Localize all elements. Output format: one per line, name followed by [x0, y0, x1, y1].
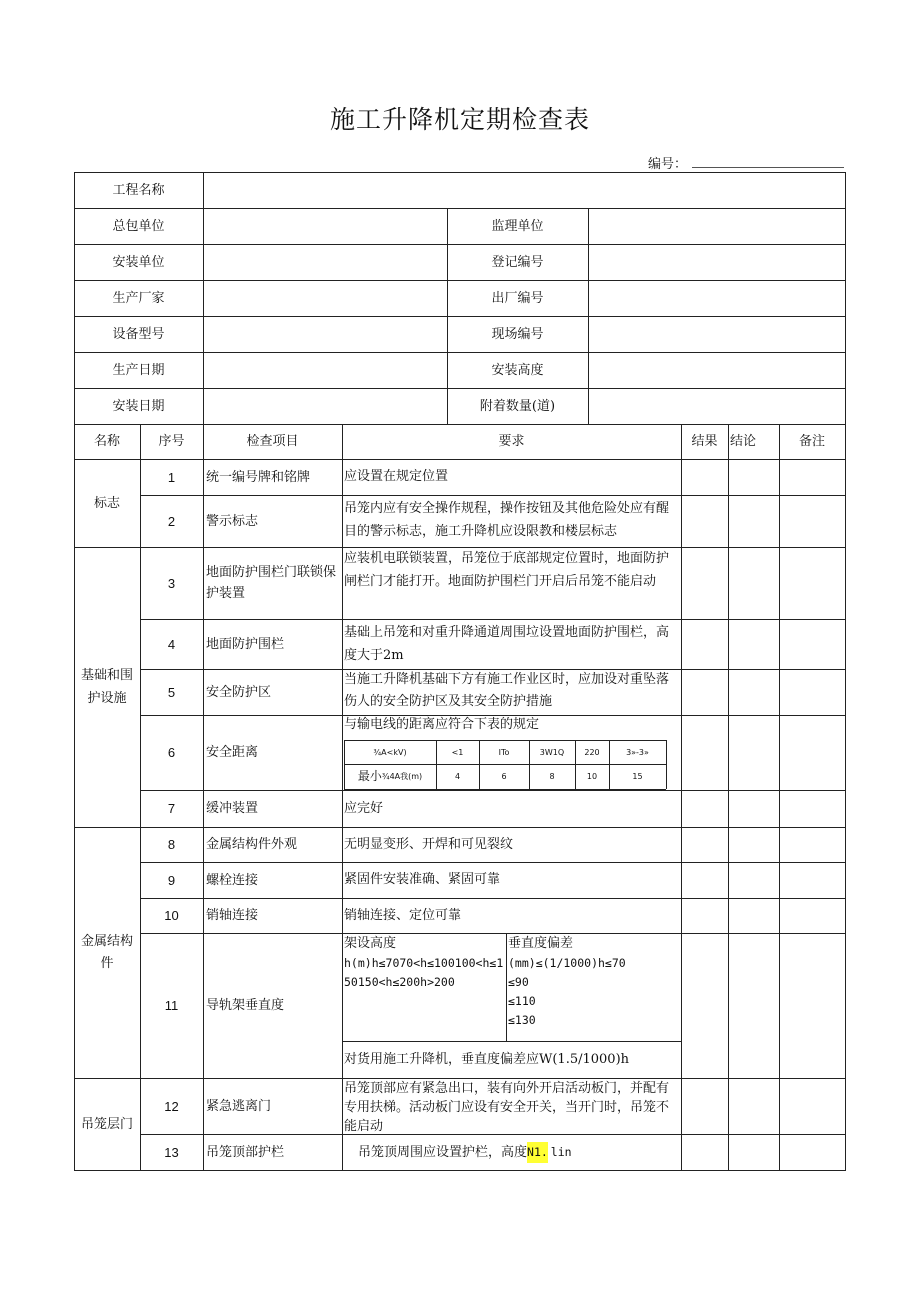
result-column[interactable] — [682, 460, 728, 1170]
info-label: 安装高度 — [491, 362, 544, 378]
verticality-deviation-title: 垂直度偏差 — [508, 936, 574, 951]
info-label: 监理单位 — [491, 218, 544, 234]
requirement-text: 销轴连接、定位可靠 — [344, 907, 462, 923]
check-item: 安全防护区 — [206, 684, 272, 700]
item-number: 5 — [167, 684, 176, 700]
requirement-text-row13 — [342, 1134, 681, 1170]
info-label: 生产日期 — [112, 362, 165, 378]
project-name-field[interactable] — [204, 173, 845, 208]
distance-value-cell: 4 — [454, 772, 461, 781]
verticality-deviation-line: ≤110 — [508, 994, 536, 1008]
project-name-label: 工程名称 — [112, 182, 165, 198]
requirement-text: 与输电线的距离应符合下表的规定 — [344, 717, 540, 732]
verticality-deviation-block — [508, 934, 680, 1040]
requirement-text: 应完好 — [344, 800, 384, 816]
check-item: 导轨架垂直度 — [206, 998, 285, 1013]
remark-column[interactable] — [780, 460, 845, 1170]
verticality-deviation-line: ≤90 — [508, 975, 529, 989]
distance-label-sub: ¾4A我(m) — [381, 772, 423, 781]
check-item: 地面防护围栏 — [206, 636, 285, 652]
check-item: 吊笼顶部护栏 — [206, 1144, 285, 1160]
category-cage: 吊笼层门 — [80, 1116, 133, 1132]
check-item: 螺栓连接 — [206, 872, 259, 888]
check-item: 警示标志 — [206, 513, 259, 529]
header-name: 名称 — [93, 434, 120, 449]
check-item: 地面防护围栏门联锁保护装置 — [206, 565, 337, 601]
item-number: 9 — [167, 872, 176, 888]
verticality-height-block — [344, 934, 504, 1040]
requirement-text: 吊笼顶部应有紧急出口，装有向外开启活动板门，并配有专用扶梯。活动板门应设有安全开关，当开门时，吊笼不能启动 — [344, 1081, 670, 1134]
requirement-text: 紧固件安装准确、紧固可靠 — [344, 872, 501, 887]
serial-number-label: 编号： — [648, 157, 688, 172]
distance-value-cell: 8 — [549, 772, 555, 781]
header-seq: 序号 — [158, 434, 185, 449]
verticality-deviation-line: ≤130 — [508, 1013, 536, 1027]
requirement-tail: lin — [550, 1144, 572, 1159]
item-number: 3 — [167, 575, 176, 591]
requirement-text: 应设置在规定位置 — [344, 469, 449, 484]
info-label: 登记编号 — [491, 254, 544, 270]
info-label: 设备型号 — [112, 326, 165, 342]
category-sign: 标志 — [93, 495, 120, 511]
check-item: 销轴连接 — [206, 908, 259, 923]
requirement-text: 应装机电联锁装置，吊笼位于底部规定位置时，地面防护闸栏门才能打开。地面防护围栏门开启后吊笼不能启动 — [344, 551, 670, 589]
distance-header-cell: 220 — [584, 747, 600, 757]
item-number: 4 — [167, 636, 176, 652]
item-number: 8 — [167, 837, 176, 852]
item-number: 12 — [164, 1098, 179, 1114]
check-item: 紧急逃离门 — [206, 1098, 272, 1114]
item-number: 2 — [167, 513, 176, 529]
distance-header-cell: 3»-3» — [626, 747, 649, 757]
item-number: 11 — [164, 998, 179, 1013]
item-number: 13 — [164, 1144, 179, 1160]
requirement-text: 当施工升降机基础下方有施工作业区时，应加设对重坠落伤人的安全防护区及其安全防护措施 — [344, 672, 670, 709]
header-result: 结果 — [691, 434, 718, 449]
distance-header-cell: 3W1Q — [539, 747, 565, 757]
requirement-text: 无明显变形、开焊和可见裂纹 — [344, 836, 514, 852]
distance-value-cell: 10 — [586, 772, 598, 781]
verticality-height-title: 架设高度 — [344, 936, 397, 951]
check-item: 安全距离 — [206, 745, 259, 760]
info-label: 生产厂家 — [112, 290, 165, 306]
header-item: 检查项目 — [246, 434, 299, 449]
page-title: 施工升降机定期检查表 — [329, 105, 590, 134]
highlighted-value: N1. — [527, 1142, 548, 1163]
distance-value-cell: 15 — [632, 772, 643, 781]
info-label: 附着数量(道) — [479, 398, 556, 414]
requirement-text: 吊笼内应有安全操作规程，操作按钮及其他危险处应有醒目的警示标志，施工升降机应设限教和楼层标志 — [344, 501, 670, 539]
header-remark: 备注 — [798, 434, 825, 449]
info-label: 现场编号 — [491, 326, 544, 342]
info-label: 总包单位 — [112, 218, 165, 234]
requirement-text: 基础上吊笼和对重升降通道周围垃设置地面防护围栏，高度大于2m — [344, 625, 670, 663]
verticality-height-values: h(m)h≤7070<h≤100100<h≤150150<h≤200h>200 — [344, 956, 504, 989]
serial-number-field[interactable] — [692, 167, 844, 168]
verticality-freight-note: 对货用施工升降机，垂直度偏差应W(1.5/1000)h — [344, 1051, 630, 1067]
check-item: 缓冲装置 — [206, 801, 259, 816]
verticality-deviation-line: (mm)≤(1/1000)h≤70 — [508, 956, 626, 970]
item-number: 1 — [167, 469, 176, 485]
distance-header-cell: ¾A<kV) — [373, 747, 407, 757]
check-item: 金属结构件外观 — [206, 837, 298, 852]
info-label: 出厂编号 — [491, 290, 544, 306]
item-number: 6 — [167, 745, 176, 760]
category-foundation: 基础和围护设施 — [80, 668, 133, 706]
header-conclusion: 结论 — [730, 434, 757, 449]
distance-header-cell: <1 — [451, 747, 464, 757]
info-label: 安装日期 — [112, 398, 165, 414]
distance-header-cell: ITo — [498, 747, 510, 757]
distance-value-cell: 6 — [501, 772, 507, 781]
distance-label-main: 最小 — [357, 769, 382, 783]
check-item: 统一编号牌和铭牌 — [206, 469, 311, 485]
conclusion-column[interactable] — [729, 460, 779, 1170]
requirement-text: 吊笼顶周围应设置护栏，高度 — [358, 1144, 528, 1160]
info-label: 安装单位 — [112, 254, 165, 270]
header-requirement: 要求 — [498, 434, 525, 449]
item-number: 10 — [164, 908, 179, 923]
distance-label-cell — [344, 764, 436, 789]
category-metal: 金属结构件 — [80, 933, 133, 971]
item-number: 7 — [167, 801, 176, 816]
